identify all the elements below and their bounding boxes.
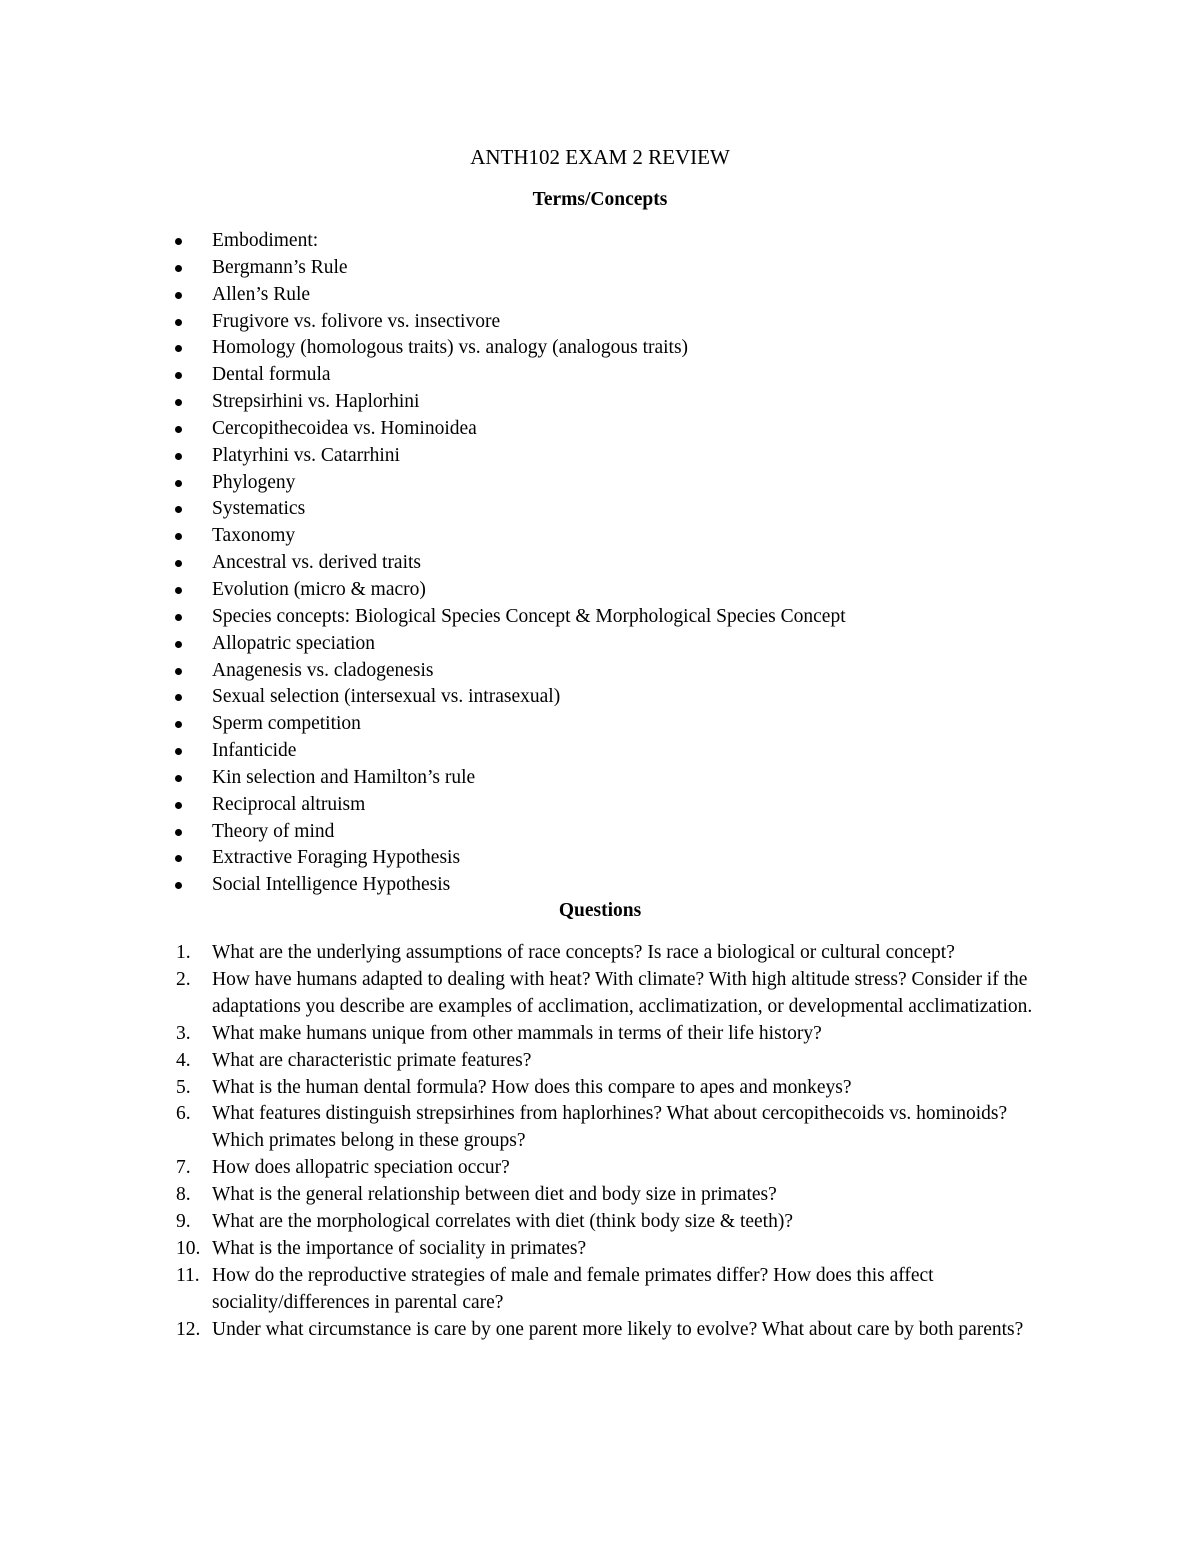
bullet-icon [175, 480, 182, 487]
term-item [0, 470, 1200, 497]
bullet-icon [175, 426, 182, 433]
term-item [0, 845, 1200, 872]
term-item [0, 872, 1200, 899]
term-item [0, 684, 1200, 711]
term-text: Strepsirhini vs. Haplorhini [212, 391, 420, 413]
bullet-icon [175, 533, 182, 540]
term-text: Theory of mind [212, 820, 335, 842]
term-text: Social Intelligence Hypothesis [212, 874, 451, 896]
bullet-icon [175, 292, 182, 299]
question-number: 3. [176, 1022, 191, 1044]
question-text: How do the reproductive strategies of male and female primates differ? How does this affect sociality/differences in parental care? [212, 1264, 934, 1313]
term-text: Systematics [212, 498, 306, 520]
bullet-icon [175, 694, 182, 701]
term-item [0, 416, 1200, 443]
bullet-icon [175, 775, 182, 782]
question-number: 9. [176, 1211, 191, 1233]
question-item [0, 1048, 1200, 1075]
question-text: How does allopatric speciation occur? [212, 1157, 510, 1179]
bullet-icon [175, 372, 182, 379]
term-text: Evolution (micro & macro) [212, 578, 426, 600]
term-text: Dental formula [212, 364, 331, 386]
bullet-icon [175, 855, 182, 862]
question-text: What make humans unique from other mammals in terms of their life history? [212, 1022, 822, 1044]
question-number: 8. [176, 1184, 191, 1206]
bullet-icon [175, 721, 182, 728]
term-text: Species concepts: Biological Species Concept & Morphological Species Concept [212, 605, 846, 627]
term-item [0, 389, 1200, 416]
questions-list [0, 940, 1200, 1344]
question-text: What are the morphological correlates with diet (think body size & teeth)? [212, 1211, 794, 1233]
bullet-icon [175, 319, 182, 326]
bullet-icon [175, 560, 182, 567]
term-item [0, 765, 1200, 792]
bullet-icon [175, 238, 182, 245]
term-item [0, 711, 1200, 738]
question-item [0, 1101, 1200, 1155]
term-text: Reciprocal altruism [212, 793, 366, 815]
term-item [0, 255, 1200, 282]
question-number: 1. [176, 942, 191, 963]
term-text: Extractive Foraging Hypothesis [212, 847, 461, 869]
term-item [0, 604, 1200, 631]
term-text: Sperm competition [212, 713, 361, 735]
question-text: What are characteristic primate features? [212, 1049, 532, 1071]
term-item [0, 738, 1200, 765]
question-text: How have humans adapted to dealing with heat? With climate? With high altitude stress? Consider if the adaptations you describe are examples of acclimation, acclimatization, or developmental acclimatization. [212, 968, 1033, 1017]
term-text: Frugivore vs. folivore vs. insectivore [212, 310, 501, 332]
question-item [0, 1182, 1200, 1209]
term-item [0, 228, 1200, 255]
bullet-icon [175, 882, 182, 889]
term-text: Taxonomy [212, 525, 296, 547]
question-number: 12. [176, 1318, 201, 1340]
terms-list [0, 228, 1200, 899]
question-item [0, 1317, 1200, 1344]
term-item [0, 309, 1200, 336]
bullet-icon [175, 829, 182, 836]
question-text: What is the general relationship between diet and body size in primates? [212, 1184, 777, 1206]
term-item [0, 792, 1200, 819]
term-text: Embodiment: [212, 230, 319, 251]
questions-heading: Questions [558, 900, 642, 921]
question-number: 10. [176, 1237, 201, 1259]
term-text: Ancestral vs. derived traits [212, 552, 422, 574]
term-item [0, 282, 1200, 309]
term-text: Kin selection and Hamilton’s rule [212, 766, 476, 788]
term-text: Homology (homologous traits) vs. analogy (analogous traits) [212, 337, 689, 359]
term-item [0, 577, 1200, 604]
question-text: What features distinguish strepsirhines from haplorhines? What about cercopithecoids vs. hominoids? Which primates belong in these groups? [212, 1103, 1008, 1152]
terms-heading: Terms/Concepts [532, 189, 668, 210]
bullet-icon [175, 265, 182, 272]
bullet-icon [175, 748, 182, 755]
question-number: 6. [176, 1103, 191, 1125]
term-text: Cercopithecoidea vs. Hominoidea [212, 417, 477, 439]
question-item [0, 1263, 1200, 1317]
question-number: 2. [176, 968, 191, 990]
term-item [0, 496, 1200, 523]
question-item [0, 1075, 1200, 1102]
term-text: Anagenesis vs. cladogenesis [212, 659, 434, 681]
bullet-icon [175, 802, 182, 809]
term-item [0, 523, 1200, 550]
term-text: Allen’s Rule [212, 283, 311, 305]
question-item [0, 940, 1200, 967]
question-item [0, 1155, 1200, 1182]
bullet-icon [175, 345, 182, 352]
term-text: Allopatric speciation [212, 632, 375, 654]
bullet-icon [175, 399, 182, 406]
term-text: Phylogeny [212, 471, 296, 493]
term-item [0, 362, 1200, 389]
question-number: 5. [176, 1076, 191, 1098]
question-number: 11. [176, 1264, 200, 1286]
bullet-icon [175, 641, 182, 648]
bullet-icon [175, 587, 182, 594]
term-item [0, 819, 1200, 846]
question-text: What is the human dental formula? How does this compare to apes and monkeys? [212, 1076, 852, 1098]
term-item [0, 550, 1200, 577]
question-text: Under what circumstance is care by one parent more likely to evolve? What about care by both parents? [212, 1318, 1024, 1340]
term-text: Platyrhini vs. Catarrhini [212, 444, 400, 466]
bullet-icon [175, 614, 182, 621]
question-item [0, 1021, 1200, 1048]
term-item [0, 631, 1200, 658]
bullet-icon [175, 506, 182, 513]
document-title: ANTH102 EXAM 2 REVIEW [470, 145, 730, 169]
question-text: What is the importance of sociality in primates? [212, 1237, 587, 1259]
question-item [0, 1236, 1200, 1263]
question-item [0, 1209, 1200, 1236]
question-number: 4. [176, 1049, 191, 1071]
term-item [0, 658, 1200, 685]
term-item [0, 335, 1200, 362]
question-text: What are the underlying assumptions of race concepts? Is race a biological or cultural concept? [212, 942, 955, 963]
question-item [0, 967, 1200, 1021]
bullet-icon [175, 668, 182, 675]
term-item [0, 443, 1200, 470]
term-text: Bergmann’s Rule [212, 256, 348, 278]
term-text: Sexual selection (intersexual vs. intrasexual) [212, 686, 561, 708]
term-text: Infanticide [212, 740, 297, 762]
bullet-icon [175, 453, 182, 460]
question-number: 7. [176, 1157, 191, 1179]
